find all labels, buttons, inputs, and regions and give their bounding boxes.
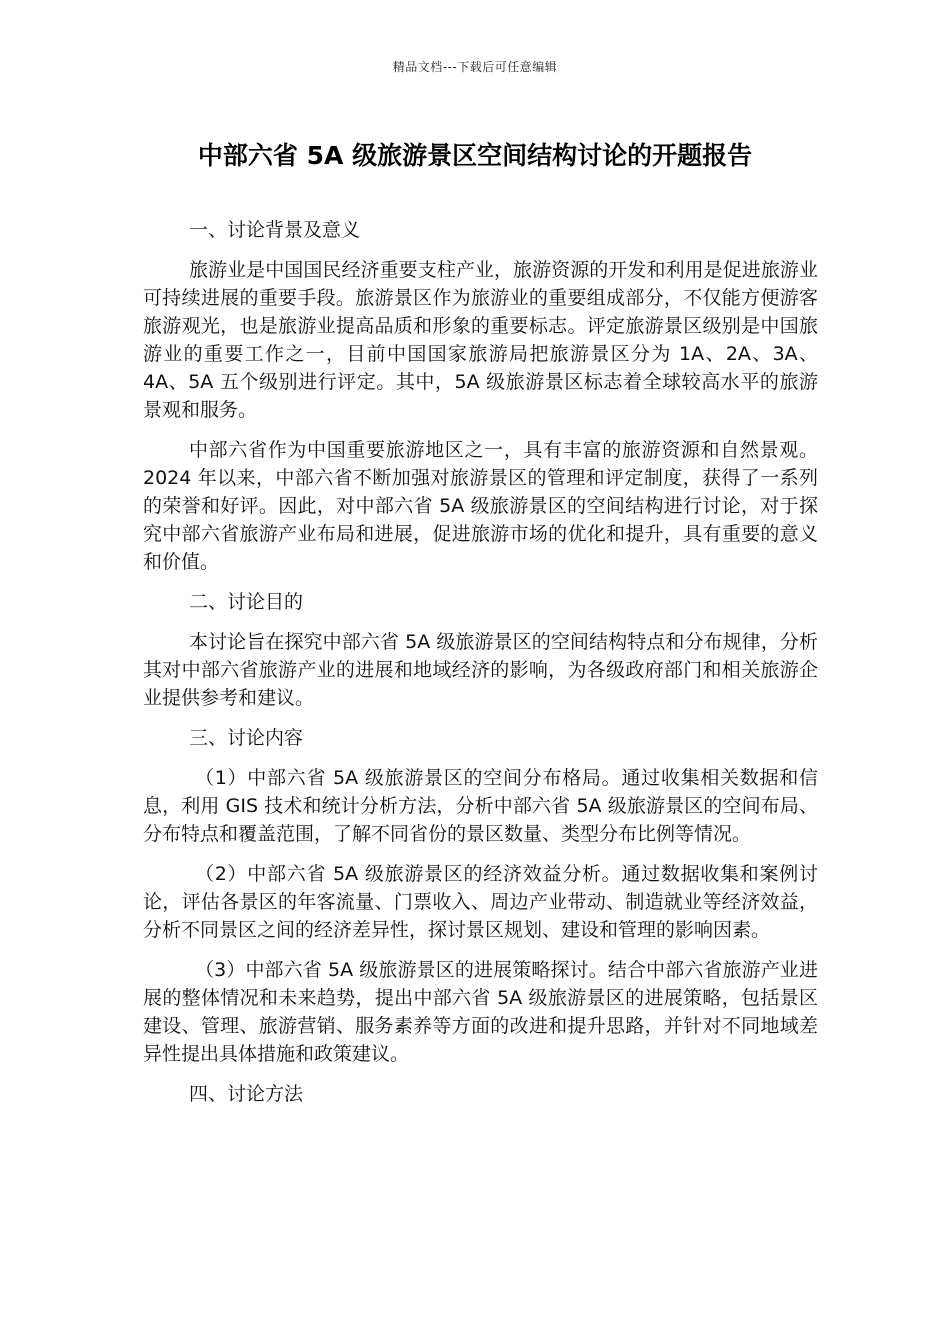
document-body <box>143 216 818 1120</box>
section-heading-method: 四、讨论方法 <box>189 1083 304 1105</box>
document-title: 中部六省 5A 级旅游景区空间结构讨论的开题报告 <box>197 141 753 170</box>
paragraph-content-item-2: （2）中部六省 5A 级旅游景区的经济效益分析。通过数据收集和案例讨论，评估各景区的年客流量、门票收入、周边产业带动、制造就业等经济效益，分析不同景区之间的经济差异性，探讨景区规划、建设和管理的影响因素。 <box>143 863 818 941</box>
section-heading-purpose: 二、讨论目的 <box>189 591 304 613</box>
paragraph-content-item-1: （1）中部六省 5A 级旅游景区的空间分布格局。通过收集相关数据和信息，利用 GIS 技术和统计分析方法，分析中部六省 5A 级旅游景区的空间布局、分布特点和覆盖范围，了解不同省份的景区数量、类型分布比例等情况。 <box>143 767 818 845</box>
paragraph-background-2: 中部六省作为中国重要旅游地区之一，具有丰富的旅游资源和自然景观。2024 年以来，中部六省不断加强对旅游景区的管理和评定制度，获得了一系列的荣誉和好评。因此，对中部六省 5A 级旅游景区的空间结构进行讨论，对于探究中部六省旅游产业布局和进展，促进旅游市场的优化和提升，具有重要的意义和价值。 <box>143 439 818 573</box>
section-heading-content: 三、讨论内容 <box>189 727 304 749</box>
paragraph-purpose-1: 本讨论旨在探究中部六省 5A 级旅游景区的空间结构特点和分布规律，分析其对中部六省旅游产业的进展和地域经济的影响，为各级政府部门和相关旅游企业提供参考和建议。 <box>143 631 818 709</box>
paragraph-content-item-3: （3）中部六省 5A 级旅游景区的进展策略探讨。结合中部六省旅游产业进展的整体情况和未来趋势，提出中部六省 5A 级旅游景区的进展策略，包括景区建设、管理、旅游营销、服务素养等方面的改进和提升思路，并针对不同地域差异性提出具体措施和政策建议。 <box>143 959 818 1065</box>
section-heading-background: 一、讨论背景及意义 <box>189 219 361 241</box>
header-note: 精品文档---下载后可任意编辑 <box>392 60 558 74</box>
paragraph-background-1: 旅游业是中国国民经济重要支柱产业，旅游资源的开发和利用是促进旅游业可持续进展的重要手段。旅游景区作为旅游业的重要组成部分，不仅能方便游客旅游观光，也是旅游业提高品质和形象的重要标志。评定旅游景区级别是中国旅游业的重要工作之一，目前中国国家旅游局把旅游景区分为 1A、2A、3A、4A、5A 五个级别进行评定。其中，5A 级旅游景区标志着全球较高水平的旅游景观和服务。 <box>143 259 818 421</box>
